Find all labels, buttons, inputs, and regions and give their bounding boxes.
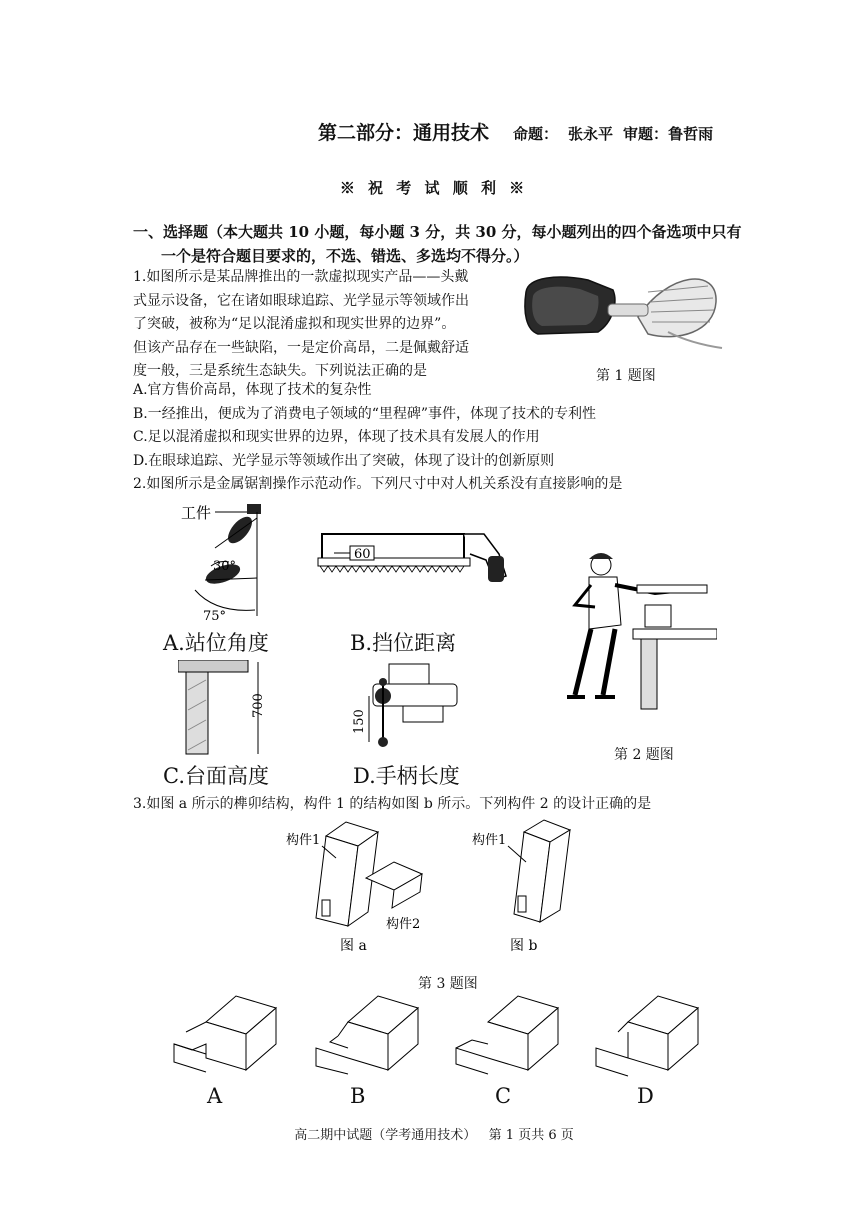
figure-3a-mortise-joint [286, 818, 436, 958]
q2-option-d-label[interactable]: D.手柄长度 [353, 764, 460, 788]
section-heading-line2: 一个是符合题目要求的，不选、错选、多选均不得分。） [161, 247, 529, 265]
q3-choice-b[interactable]: B [350, 1084, 366, 1108]
section-heading [133, 220, 743, 268]
vr-headset-image [518, 262, 723, 357]
part2-label: 构件2 [386, 917, 421, 932]
part1-label: 构件1 [286, 833, 321, 848]
fig-b-label: 图 b [510, 938, 538, 954]
q3-stem: 3.如图 a 所示的榫卯结构，构件 1 的结构如图 b 所示。下列构件 2 的设计正确的是 [133, 796, 652, 812]
angle-75-label: 75° [203, 609, 227, 623]
figure-c-table-height [178, 660, 270, 755]
q3-choice-d[interactable]: D [637, 1084, 654, 1108]
q3-figure-caption: 第 3 题图 [418, 976, 478, 992]
reviewer-name: 鲁哲雨 [668, 125, 714, 143]
question-1-options [133, 379, 753, 497]
q1-option-a[interactable]: A.官方售价高昂，体现了技术的复杂性 [133, 382, 372, 398]
q3-option-figures [160, 992, 760, 1112]
part-title: 第二部分：通用技术 [318, 122, 490, 144]
good-luck-banner: ※ 祝 考 试 顺 利 ※ [339, 179, 529, 197]
q2-stem: 2.如图所示是金属锯割操作示范动作。下列尺寸中对人机关系没有直接影响的是 [133, 476, 623, 492]
section-heading-line1: 一、选择题（本大题共 10 小题，每小题 3 分，共 30 分，每小题列出的四个备选项中只有 [133, 223, 742, 241]
q1-line: 了突破，被称为“足以混淆虚拟和现实世界的边界”。 [133, 316, 456, 332]
dim-150-label: 150 [352, 709, 367, 734]
angle-30-label: 30° [213, 559, 237, 574]
q2-option-a-label[interactable]: A.站位角度 [163, 631, 269, 655]
q2-option-c-label[interactable]: C.台面高度 [163, 764, 269, 788]
q2-figure-caption: 第 2 题图 [614, 747, 674, 763]
q1-line: 1.如图所示是某品牌推出的一款虚拟现实产品——头戴 [133, 269, 469, 285]
q1-option-d[interactable]: D.在眼球追踪、光学显示等领域作出了突破，体现了设计的创新原则 [133, 452, 555, 469]
figure-b-hacksaw [314, 520, 524, 590]
setter-name: 张永平 [568, 125, 614, 143]
figure-a-stance-angle [175, 498, 275, 623]
dim-60-label: 60 [354, 547, 371, 562]
fig-a-label: 图 a [340, 938, 367, 954]
q3-option-d-figure[interactable] [596, 996, 698, 1076]
part1-label-b: 构件1 [472, 833, 507, 848]
q3-option-c-figure[interactable] [456, 996, 558, 1074]
q1-line: 式显示设备，它在诸如眼球追踪、光学显示等领域作出 [133, 292, 469, 309]
workpiece-label: 工件 [181, 504, 212, 522]
dim-700-label: 700 [251, 693, 266, 718]
setter-label: 命题： [513, 125, 559, 143]
figure-d-vise-handle [343, 662, 463, 762]
page-footer: 高二期中试题（学考通用技术） 第 1 页共 6 页 [294, 1128, 574, 1143]
reviewer-label: 审题： [623, 125, 669, 143]
q3-choice-c[interactable]: C [495, 1084, 512, 1108]
page-title [318, 118, 713, 145]
q3-option-a-figure[interactable] [174, 996, 276, 1072]
q1-line: 度一般，三是系统生态缺失。下列说法正确的是 [133, 363, 427, 379]
q2-option-b-label[interactable]: B.挡位距离 [350, 631, 457, 655]
figure-3b-part1 [470, 818, 580, 958]
figure-worker-sawing [545, 545, 717, 710]
question-1-stem [133, 266, 508, 384]
q1-option-c[interactable]: C.足以混淆虚拟和现实世界的边界，体现了技术具有发展人的作用 [133, 429, 540, 445]
q3-choice-a[interactable]: A [207, 1084, 223, 1108]
q1-figure-caption: 第 1 题图 [596, 368, 656, 384]
q3-option-b-figure[interactable] [316, 996, 418, 1074]
q1-option-b[interactable]: B.一经推出，便成为了消费电子领域的“里程碑”事件，体现了技术的专利性 [133, 405, 597, 422]
q1-line: 但该产品存在一些缺陷，一是定价高昂，二是佩戴舒适 [133, 339, 469, 356]
